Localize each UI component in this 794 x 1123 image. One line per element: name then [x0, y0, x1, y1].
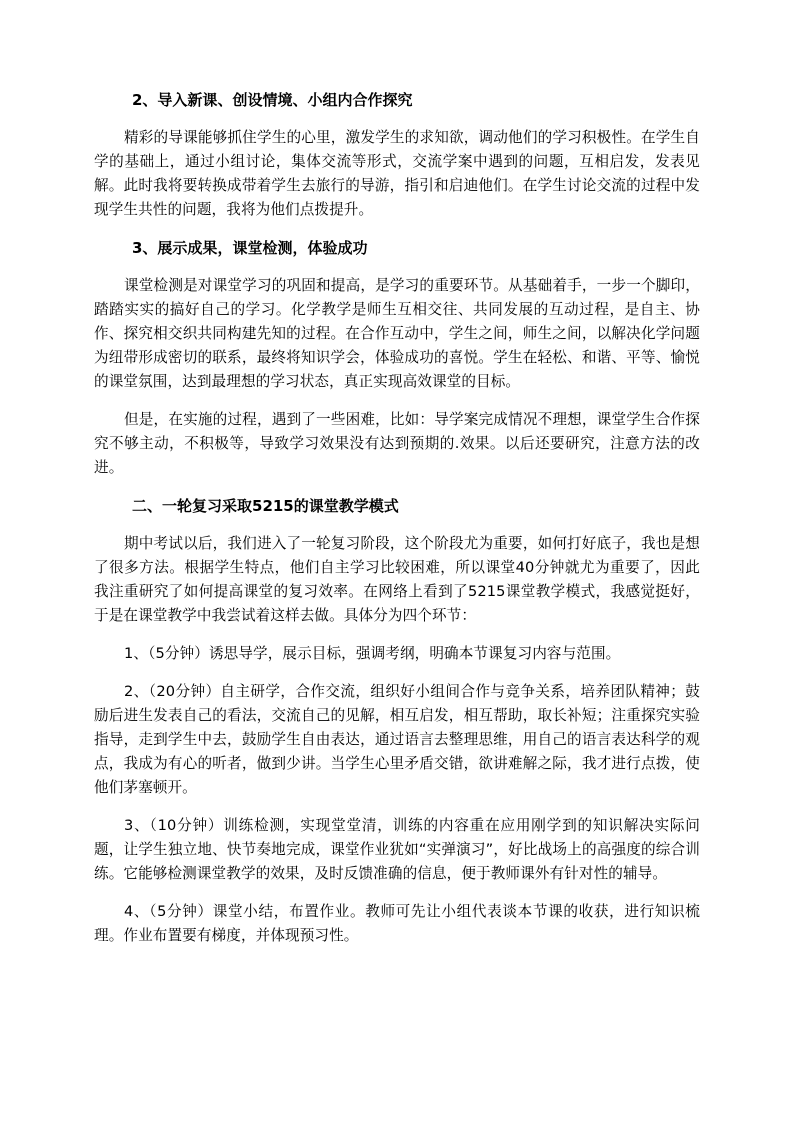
- document-page: [94, 88, 700, 962]
- paragraph-classroom-test: 课堂检测是对课堂学习的巩固和提高，是学习的重要环节。从基础着手，一步一个脚印，踏踏实实的搞好自己的学习。化学教学是师生互相交往、共同发展的互动过程，是自主、协作、探究相交织共同构建先知的过程。在合作互动中，学生之间，师生之间，以解决化学问题为纽带形成密切的联系，最终将知识学会，体验成功的喜悦。学生在轻松、和谐、平等、愉悦的课堂氛围，达到最理想的学习状态，真正实现高效课堂的目标。: [94, 277, 700, 390]
- list-item-step-4: 4、（5分钟）课堂小结，布置作业。教师可先让小组代表谈本节课的收获，进行知识梳理。作业布置要有梯度，并体现预习性。: [94, 903, 700, 944]
- list-item-step-1: 1、（5分钟）诱思导学，展示目标，强调考纲，明确本节课复习内容与范围。: [124, 645, 621, 662]
- section-heading-2: 2、导入新课、创设情境、小组内合作探究: [132, 91, 413, 109]
- paragraph-difficulties: 但是，在实施的过程，遇到了一些困难，比如：导学案完成情况不理想，课堂学生合作探究不够主动，不积极等，导致学习效果没有达到预期的.效果。以后还要研究，注意方法的改进。: [94, 411, 700, 476]
- list-item-step-3: 3、（10分钟）训练检测，实现堂堂清，训练的内容重在应用刚学到的知识解决实际问题，让学生独立地、快节奏地完成，课堂作业犹如“实弹演习”，好比战场上的高强度的综合训练。它能够检测课堂教学的效果，及时反馈准确的信息，便于教师课外有针对性的辅导。: [94, 817, 700, 882]
- paragraph-review-intro: 期中考试以后，我们进入了一轮复习阶段，这个阶段尤为重要，如何打好底子，我也是想了很多方法。根据学生特点，他们自主学习比较困难，所以课堂40分钟就尤为重要了，因此我注重研究了如何提高课堂的复习效率。在网络上看到了5215课堂教学模式，我感觉挺好，于是在课堂教学中我尝试着这样去做。具体分为四个环节：: [94, 535, 700, 624]
- section-heading-review-mode: 二、一轮复习采取5215的课堂教学模式: [132, 497, 399, 515]
- paragraph-intro-lesson: 精彩的导课能够抓住学生的心里，激发学生的求知欲，调动他们的学习积极性。在学生自学的基础上，通过小组讨论，集体交流等形式，交流学案中遇到的问题，互相启发，发表见解。此时我将要转换成带着学生去旅行的导游，指引和启迪他们。在学生讨论交流的过程中发现学生共性的问题，我将为他们点拨提升。: [94, 129, 700, 218]
- section-heading-3: 3、展示成果，课堂检测，体验成功: [132, 239, 368, 257]
- list-item-step-2: 2、（20分钟）自主研学，合作交流，组织好小组间合作与竞争关系，培养团队精神；鼓励后进生发表自己的看法，交流自己的见解，相互启发，相互帮助，取长补短；注重探究实验指导，走到学生中去，鼓励学生自由表达，通过语言去整理思维，用自己的语言表达科学的观点，我成为有心的听者，做到少讲。当学生心里矛盾交错，欲讲难解之际，我才进行点拨，使他们茅塞顿开。: [94, 683, 700, 796]
